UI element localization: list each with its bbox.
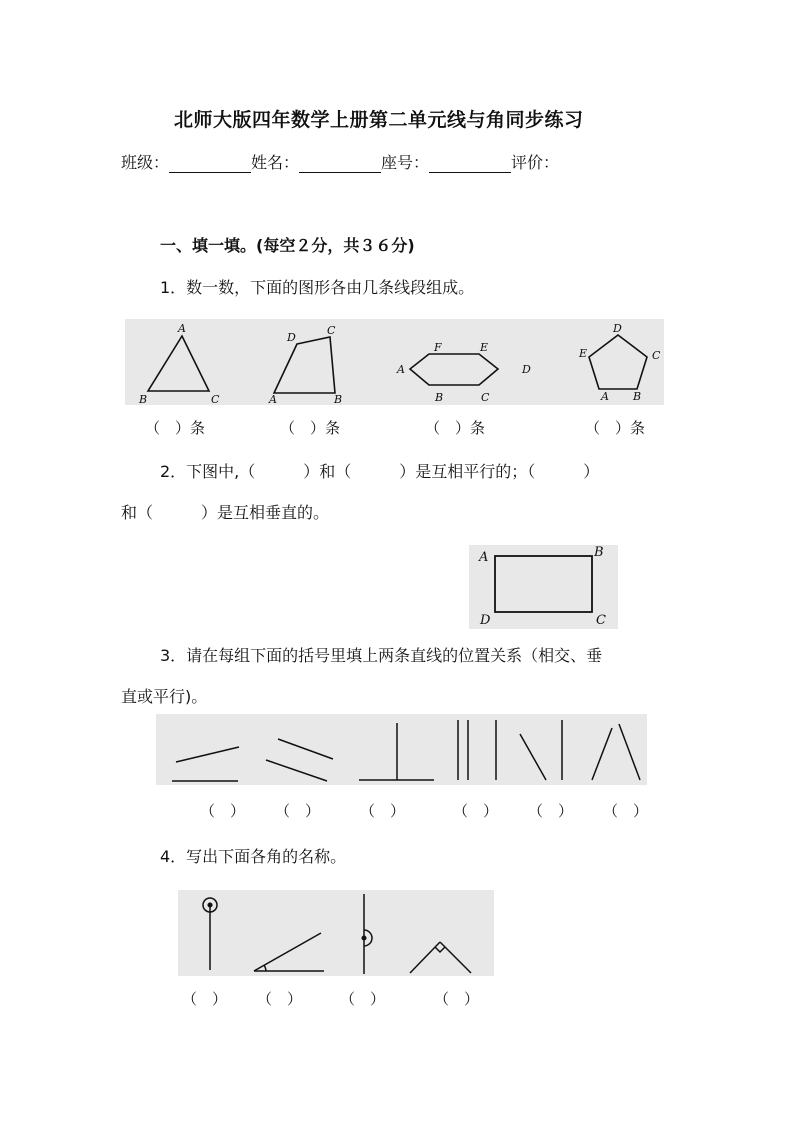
hex-label-d: D (522, 363, 531, 376)
pair1-line-a (176, 747, 239, 762)
pair6-line-a (592, 728, 612, 780)
question-3-line-2: 直或平行)。 (121, 687, 208, 706)
pentagon-shape (589, 335, 647, 389)
q4-answer-1[interactable]: （ ） (182, 990, 228, 1008)
q3-answer-4[interactable]: （ ） (453, 802, 499, 820)
q3-answer-3[interactable]: （ ） (360, 802, 406, 820)
pent-label-e: E (579, 347, 588, 360)
pent-label-a: A (601, 390, 609, 403)
triangle-label-c: C (211, 393, 220, 405)
page-title: 北师大版四年数学上册第二单元线与角同步练习 (174, 109, 584, 131)
q1-answer-3[interactable]: （ ）条 (425, 419, 486, 437)
hex-label-e: E (480, 341, 489, 354)
question-4-text: 4．写出下面各角的名称。 (160, 847, 347, 866)
q3-answer-5[interactable]: （ ） (528, 802, 574, 820)
question-2-line-1: 2．下图中,（ ）和（ ）是互相平行的；（ ） (160, 462, 600, 481)
q1-answer-4[interactable]: （ ）条 (585, 419, 646, 437)
name-blank[interactable] (299, 154, 381, 173)
name-label: 姓名： (251, 153, 300, 172)
q3-answer-2[interactable]: （ ） (275, 802, 321, 820)
triangle-shape (148, 336, 209, 391)
right-angle-mark (435, 947, 445, 952)
question-2-line-2: 和（ ）是互相垂直的。 (121, 503, 330, 522)
pair2-line-b (266, 760, 327, 781)
seat-label: 座号： (381, 153, 430, 172)
q4-answer-4[interactable]: （ ） (434, 990, 480, 1008)
quad-label-d: D (287, 331, 296, 344)
acute-angle-arc (264, 965, 266, 971)
q3-lines-figure (156, 714, 647, 785)
rect-label-c: C (596, 613, 606, 628)
straight-angle-vertex (362, 936, 366, 940)
hex-label-b: B (435, 391, 444, 404)
hexagon-shape (410, 354, 498, 385)
class-blank[interactable] (169, 154, 251, 173)
rect-label-b: B (594, 545, 604, 560)
pair6-line-b (619, 724, 640, 780)
rect-label-d: D (480, 613, 491, 628)
q1-answer-1[interactable]: （ ）条 (145, 419, 206, 437)
triangle-label-b: B (139, 393, 148, 405)
q4-answer-2[interactable]: （ ） (257, 990, 303, 1008)
pent-label-d: D (613, 322, 622, 335)
quad-label-c: C (327, 324, 336, 337)
q3-answer-1[interactable]: （ ） (200, 802, 246, 820)
pent-label-b: B (633, 390, 642, 403)
q1-answer-2[interactable]: （ ）条 (280, 419, 341, 437)
hex-label-f: F (434, 341, 442, 354)
section-heading: 一、填一填。(每空２分，共３６分) (160, 236, 415, 255)
pair2-line-a (278, 739, 333, 759)
quadrilateral-shape (274, 337, 335, 393)
student-info-row (121, 150, 559, 173)
rectangle-abcd (495, 556, 592, 612)
q4-angles-figure (178, 890, 494, 976)
q4-answer-3[interactable]: （ ） (340, 990, 386, 1008)
q3-answer-6[interactable]: （ ） (603, 802, 649, 820)
triangle-label-a: A (178, 322, 186, 335)
rect-label-a: A (479, 550, 489, 565)
hex-label-a: A (397, 363, 405, 376)
eval-label: 评价： (511, 153, 560, 172)
q1-shapes-figure (125, 319, 664, 405)
hex-label-c: C (481, 391, 490, 404)
seat-blank[interactable] (429, 154, 511, 173)
pair5-line-b (520, 734, 546, 780)
q2-rectangle-figure (469, 545, 618, 629)
quad-label-a: A (269, 393, 277, 405)
question-1-text: 1．数一数，下面的图形各由几条线段组成。 (160, 278, 475, 297)
pent-label-c: C (652, 349, 661, 362)
question-3-line-1: 3．请在每组下面的括号里填上两条直线的位置关系（相交、垂 (160, 646, 603, 665)
class-label: 班级： (121, 153, 170, 172)
quad-label-b: B (334, 393, 343, 405)
